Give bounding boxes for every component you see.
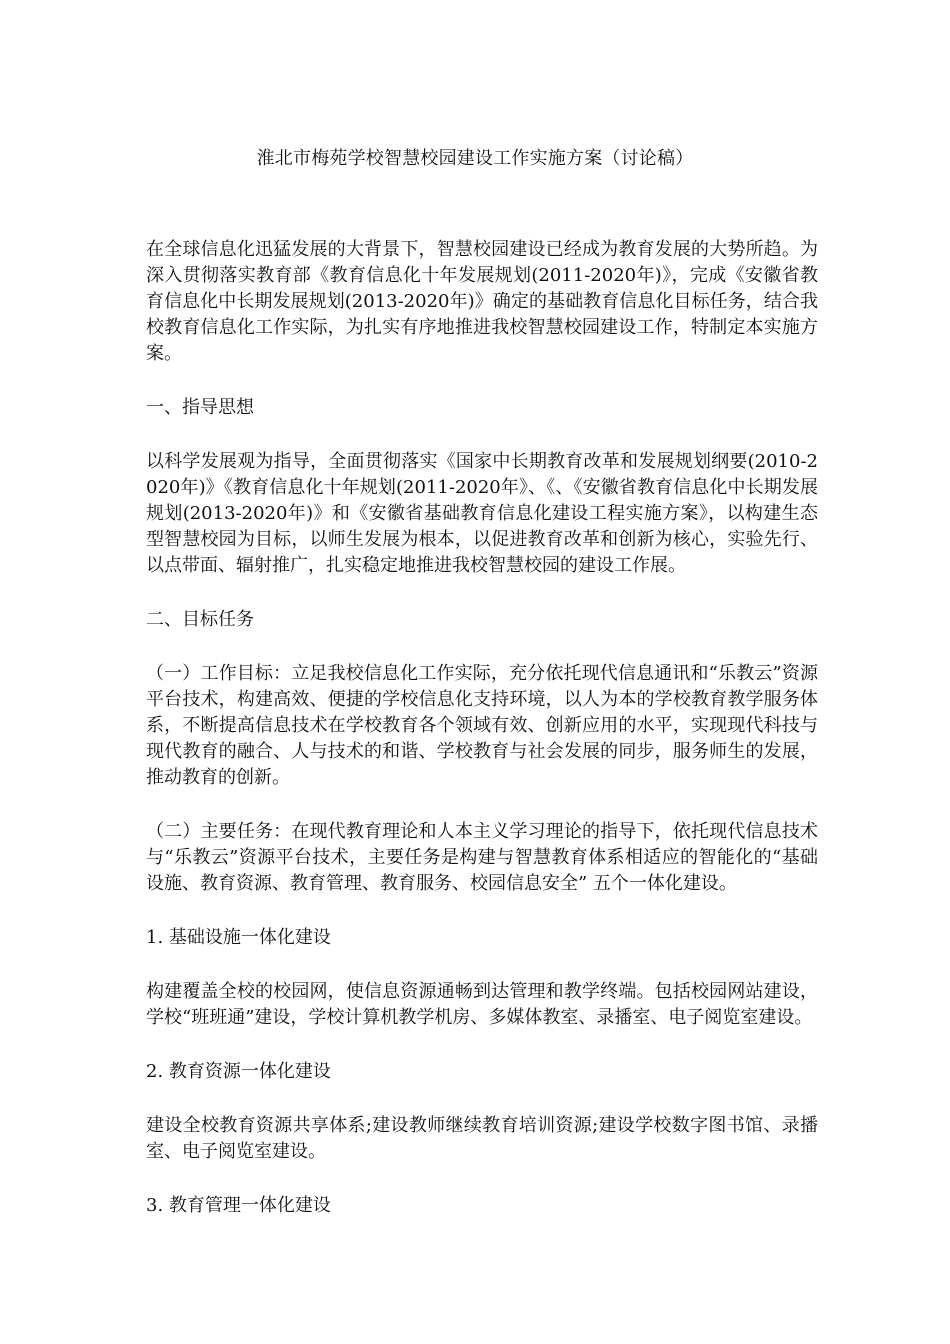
document-title: 淮北市梅苑学校智慧校园建设工作实施方案（讨论稿）: [256, 148, 694, 169]
section-heading-goals-tasks: 二、目标任务: [146, 609, 254, 630]
section-heading-infrastructure: 1. 基础设施一体化建设: [146, 927, 331, 948]
work-goals-paragraph: （一）工作目标：立足我校信息化工作实际，充分依托现代信息通讯和“乐教云”资源平台技术，构建高效、便捷的学校信息化支持环境，以人为本的学校教育教学服务体系，不断提高信息技术在学校教育各个领域有效、创新应用的水平，实现现代科技与现代教育的融合、人与技术的和谐、学校教育与社会发展的同步，服务师生的发展，推动教育的创新。: [146, 663, 818, 788]
guiding-ideology-paragraph: 以科学发展观为指导，全面贯彻落实《国家中长期教育改革和发展规划纲要(2010-2020年)》《教育信息化十年规划(2011-2020年》、《、《安徽省教育信息化中长期发展规划(2013-2020年)》和《安徽省基础教育信息化建设工程实施方案》，以构建生态型智慧校园为目标，以师生发展为根本，以促进教育改革和创新为核心，实验先行、以点带面、辐射推广，扎实稳定地推进我校智慧校园的建设工作展。: [146, 451, 818, 576]
infrastructure-paragraph: 构建覆盖全校的校园网，使信息资源通畅到达管理和教学终端。包括校园网站建设，学校“班班通”建设，学校计算机教学机房、多媒体教室、录播室、电子阅览室建设。: [146, 981, 818, 1028]
main-tasks-paragraph: （二）主要任务：在现代教育理论和人本主义学习理论的指导下，依托现代信息技术与“乐教云”资源平台技术，主要任务是构建与智慧教育体系相适应的智能化的“基础设施、教育资源、教育管理、教育服务、校园信息安全” 五个一体化建设。: [146, 821, 818, 894]
section-heading-guiding-ideology: 一、指导思想: [146, 397, 254, 418]
document-body: [146, 237, 818, 1247]
section-heading-education-management: 3. 教育管理一体化建设: [146, 1195, 331, 1216]
section-heading-education-resources: 2. 教育资源一体化建设: [146, 1061, 331, 1082]
education-resources-paragraph: 建设全校教育资源共享体系;建设教师继续教育培训资源;建设学校数字图书馆、录播室、电子阅览室建设。: [146, 1115, 818, 1162]
intro-paragraph: 在全球信息化迅猛发展的大背景下，智慧校园建设已经成为教育发展的大势所趋。为深入贯彻落实教育部《教育信息化十年发展规划(2011-2020年)》，完成《安徽省教育信息化中长期发展规划(2013-2020年)》确定的基础教育信息化目标任务，结合我校教育信息化工作实际，为扎实有序地推进我校智慧校园建设工作，特制定本实施方案。: [146, 239, 818, 364]
